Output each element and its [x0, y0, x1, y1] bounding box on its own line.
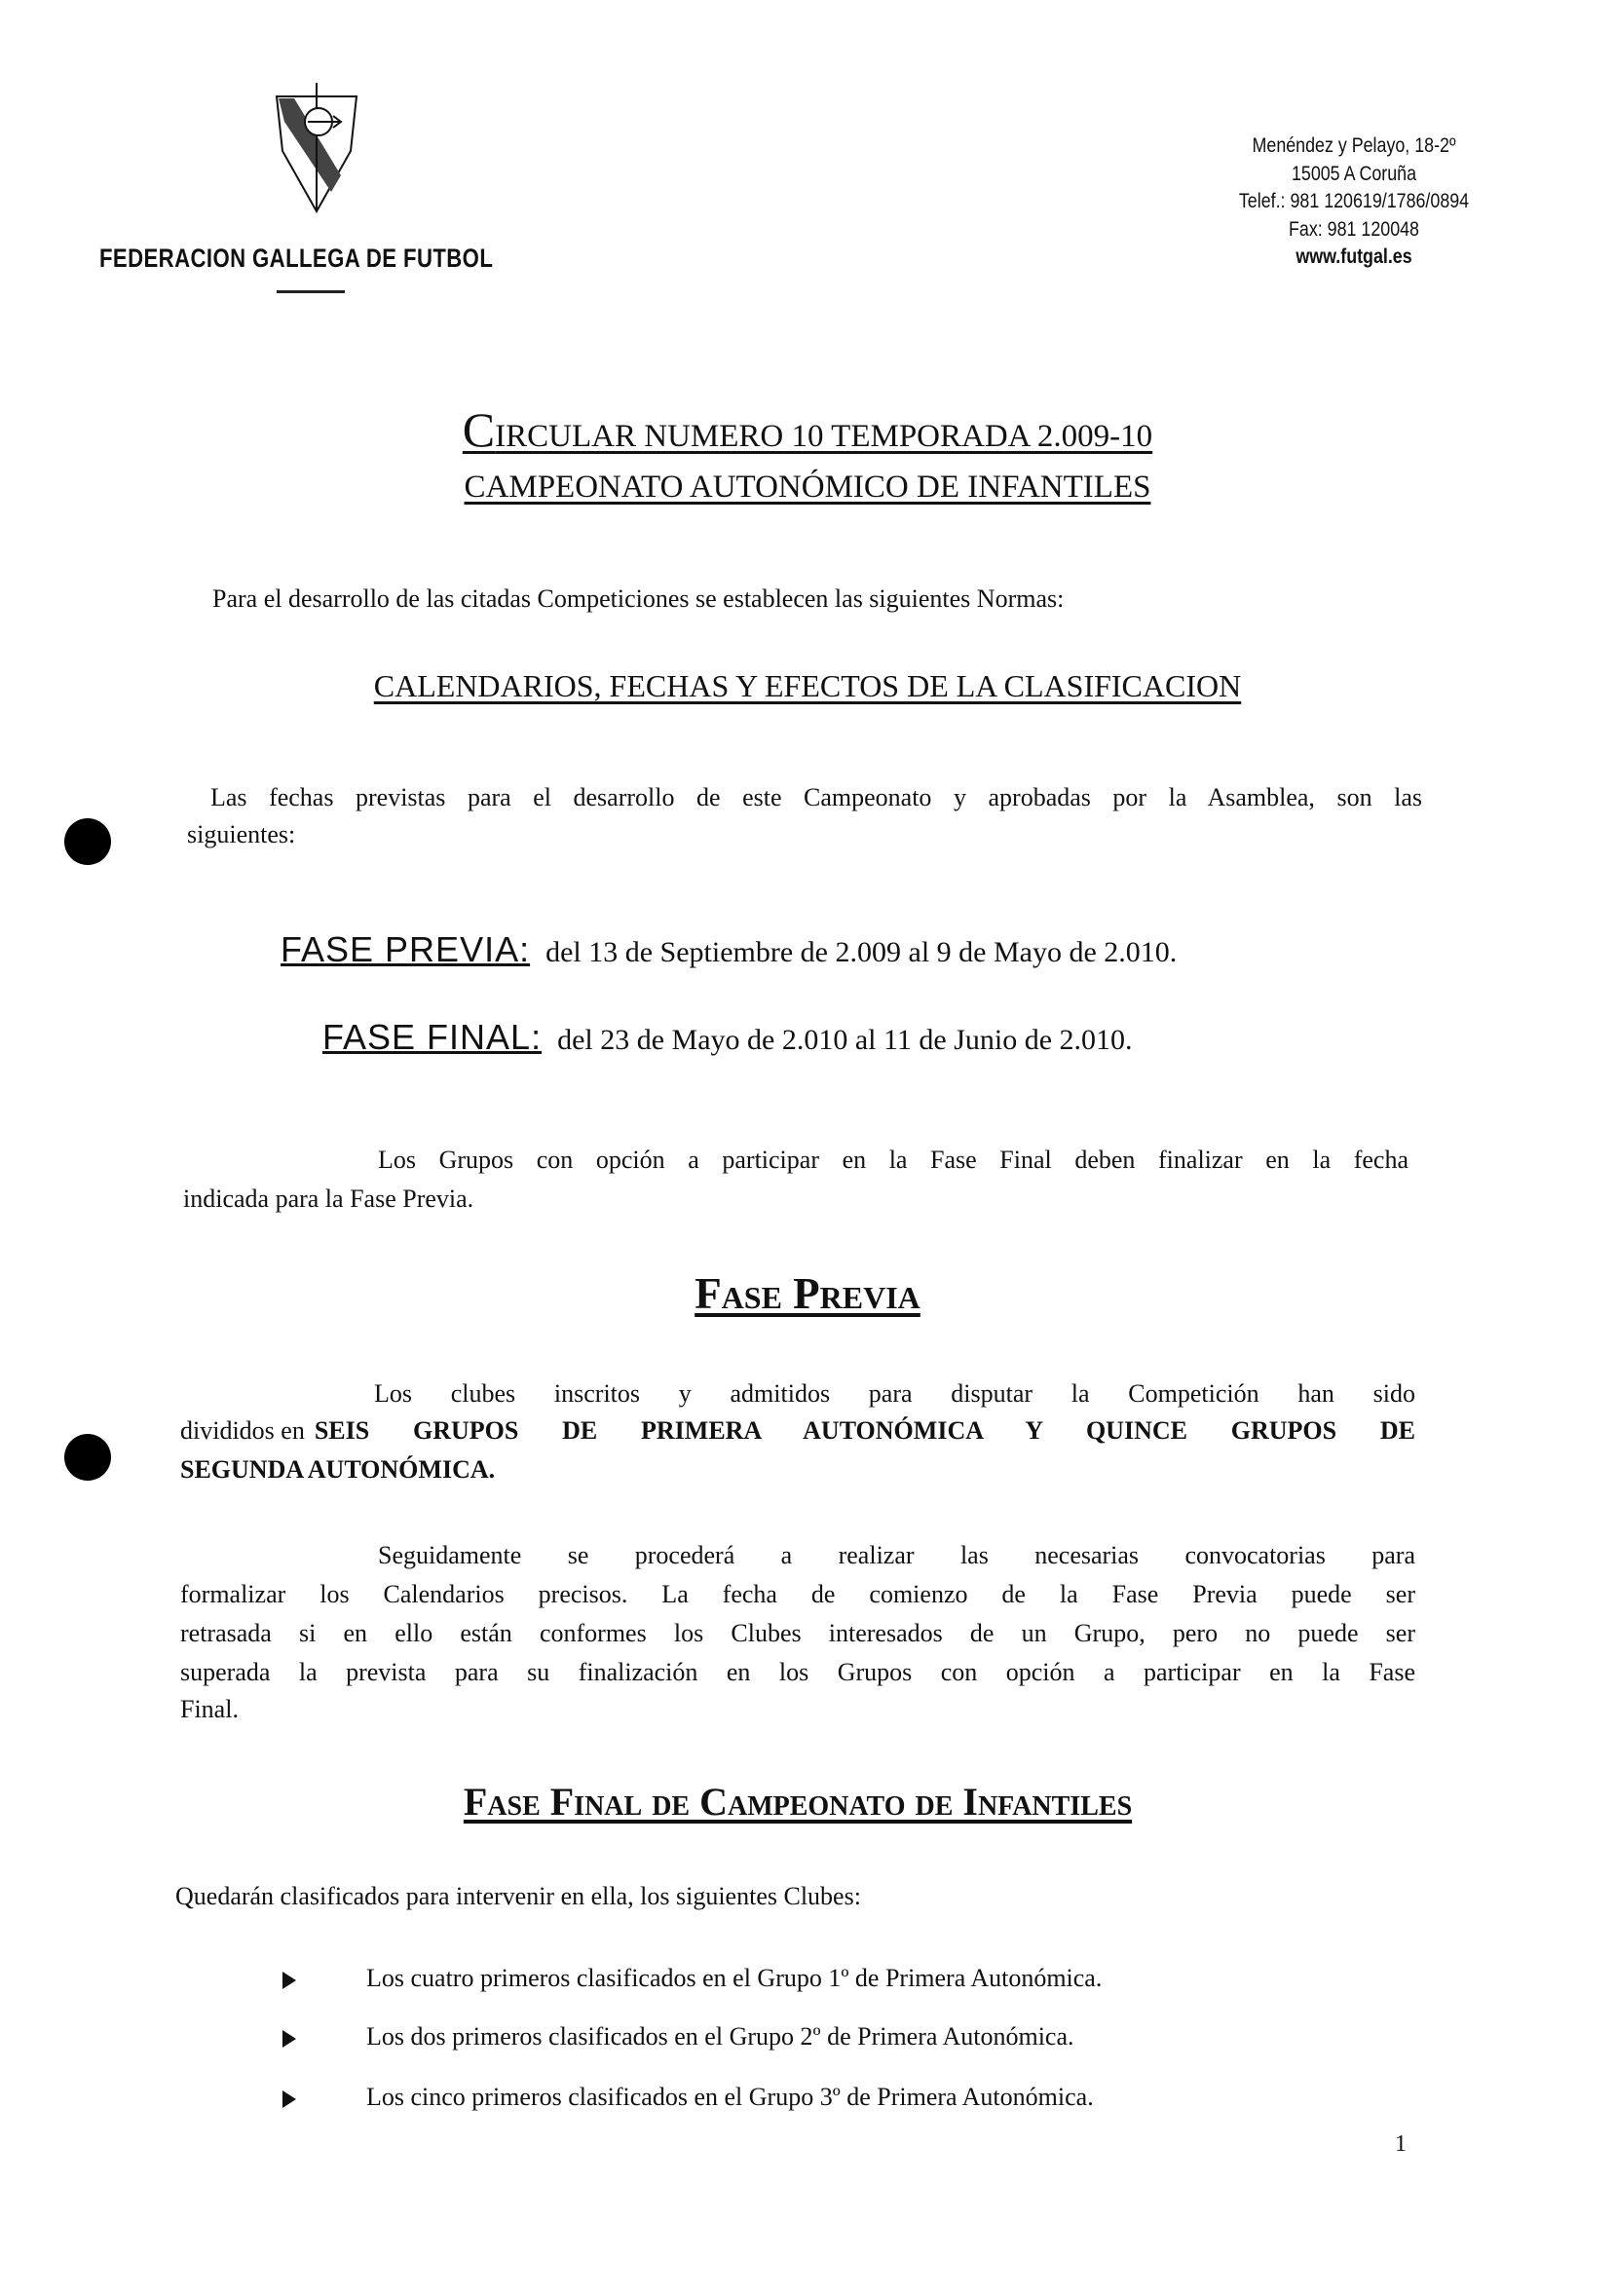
section-heading-fase-final: Fase Final de Campeonato de Infantiles [463, 1780, 1133, 1824]
paragraph-line: indicada para la Fase Previa. [183, 1185, 474, 1213]
website-link[interactable]: www.futgal.es [1296, 245, 1412, 268]
paragraph-line: formalizar los Calendarios precisos. La fecha de comienzo de la Fase Previa puede ser [180, 1580, 1415, 1608]
title-initial: C [462, 402, 496, 457]
list-item: Los cuatro primeros clasificados en el Grupo 1º de Primera Autonómica. [366, 1964, 1103, 1992]
bullet-arrow-icon [282, 2030, 296, 2048]
paragraph-line: Seguidamente se procederá a realizar las necesarias convocatorias para [378, 1541, 1415, 1569]
address-line: Menéndez y Pelayo, 18-2º [1252, 134, 1456, 157]
paragraph-line: retrasada si en ello están conformes los Clubes interesados de un Grupo, pero no puede ser [180, 1619, 1415, 1647]
bullet-arrow-icon [282, 2090, 296, 2108]
paragraph-line: superada la prevista para su finalización en los Grupos con opción a participar en la Fase [180, 1658, 1415, 1686]
punch-hole-mark [64, 1434, 111, 1481]
list-item: Los cinco primeros clasificados en el Grupo 3º de Primera Autonómica. [366, 2083, 1094, 2111]
section-heading-calendarios: CALENDARIOS, FECHAS Y EFECTOS DE LA CLASIFICACION [373, 668, 1242, 703]
fase-final-label: FASE FINAL: [322, 1017, 543, 1057]
paragraph-line: Los Grupos con opción a participar en la Fase Final deben finalizar en la fecha [378, 1146, 1408, 1174]
paragraph-line: Las fechas previstas para el desarrollo de este Campeonato y aprobadas por la Asamblea, son las [210, 783, 1422, 811]
championship-title: CAMPEONATO AUTONÓMICO DE INFANTILES [464, 470, 1151, 505]
title-rest: IRCULAR NUMERO 10 TEMPORADA 2.009-10 [495, 419, 1153, 454]
punch-hole-mark [64, 818, 111, 865]
fase-final-dates [322, 1017, 1133, 1058]
bold-span: SEIS GRUPOS DE PRIMERA AUTONÓMICA Y QUINCE GRUPOS DE [314, 1416, 1415, 1445]
intro-text: Para el desarrollo de las citadas Competiciones se establecen las siguientes Normas: [212, 584, 1065, 613]
organization-name: FEDERACION GALLEGA DE FUTBOL [99, 244, 494, 273]
fase-previa-label: FASE PREVIA: [281, 929, 531, 969]
section-heading-fase-previa: Fase Previa [695, 1269, 920, 1318]
paragraph-line: Los clubes inscritos y admitidos para disputar la Competición han sido [374, 1379, 1415, 1408]
bullet-arrow-icon [282, 1972, 296, 1989]
quedaran-text: Quedarán clasificados para intervenir en ella, los siguientes Clubes: [175, 1882, 861, 1910]
fase-final-text: del 23 de Mayo de 2.010 al 11 de Junio de 2.010. [557, 1024, 1133, 1056]
circular-title [0, 401, 1615, 458]
header-divider [277, 290, 345, 293]
paragraph-line: Final. [180, 1695, 239, 1723]
list-item: Los dos primeros clasificados en el Grupo 2º de Primera Autonómica. [366, 2022, 1074, 2051]
federation-logo-shield [273, 83, 360, 214]
fax-line: Fax: 981 120048 [1289, 217, 1419, 241]
paragraph-line [180, 1416, 1415, 1446]
paragraph-line: siguientes: [187, 820, 296, 848]
phone-line: Telef.: 981 120619/1786/0894 [1238, 190, 1470, 212]
address-line: 15005 A Coruña [1291, 162, 1417, 185]
address-block [1188, 132, 1520, 272]
fase-previa-text: del 13 de Septiembre de 2.009 al 9 de Mayo de 2.010. [545, 936, 1178, 968]
text-span: divididos en [180, 1416, 305, 1445]
fase-previa-dates [281, 929, 1177, 970]
paragraph-line-bold: SEGUNDA AUTONÓMICA. [180, 1455, 496, 1484]
page-number: 1 [1395, 2131, 1407, 2157]
